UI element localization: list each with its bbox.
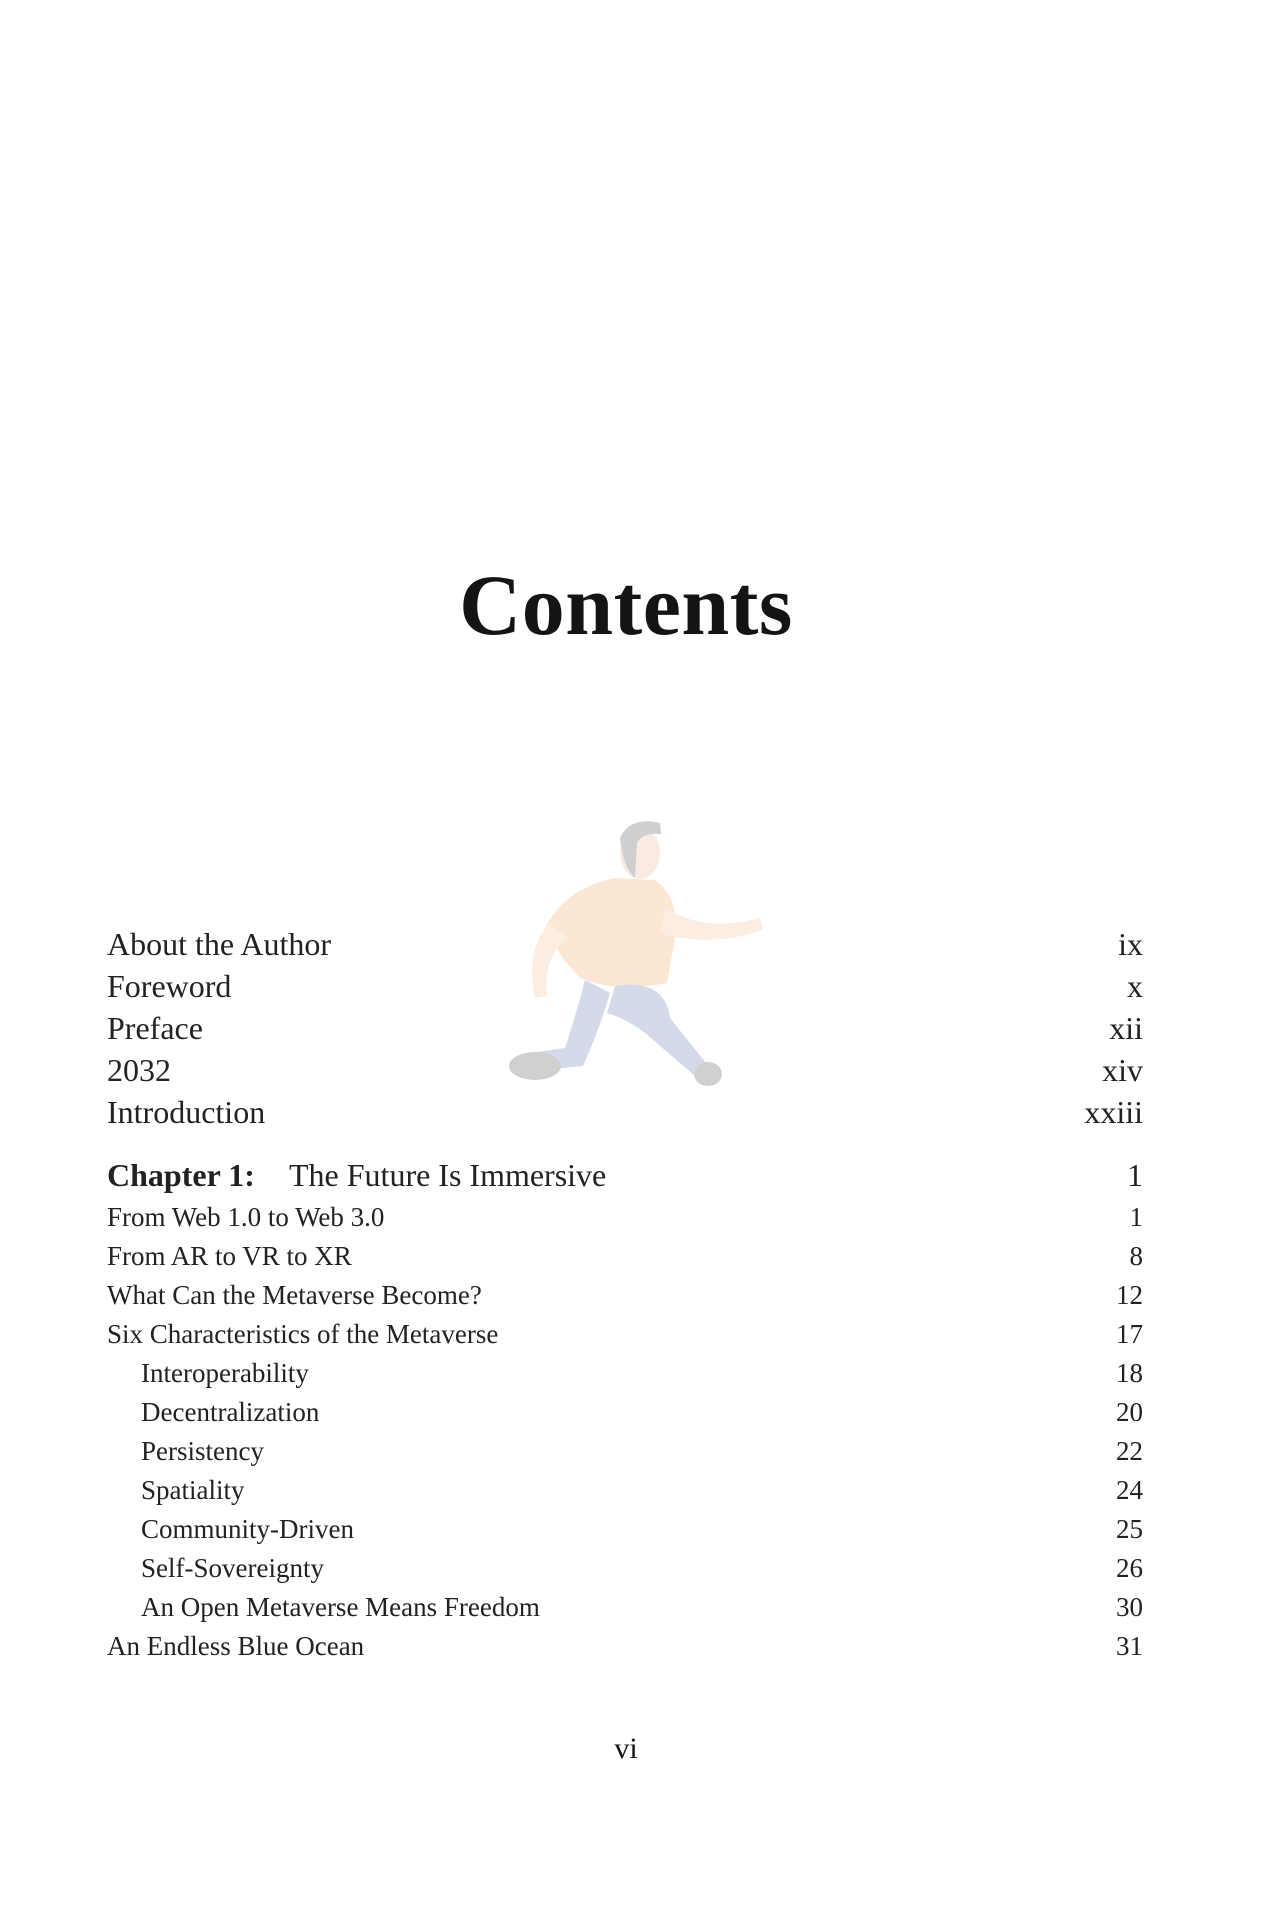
toc-entry-label: From Web 1.0 to Web 3.0 [107, 1202, 385, 1232]
toc-section[interactable] [107, 1319, 1143, 1350]
page-title: Contents [459, 557, 793, 653]
toc-entry-page: 12 [1116, 1280, 1143, 1310]
toc-entry-label: Self-Sovereignty [141, 1553, 324, 1583]
toc-entry-label: Persistency [141, 1436, 264, 1466]
toc-entry-label: Six Characteristics of the Metaverse [107, 1319, 499, 1349]
toc-entry-about-author[interactable] [107, 926, 1143, 963]
toc-entry-page: 8 [1129, 1241, 1143, 1271]
toc-entry-page: 25 [1116, 1514, 1143, 1544]
toc-section[interactable] [107, 1202, 1143, 1233]
toc-entry-page: 26 [1116, 1553, 1143, 1583]
toc-subsection[interactable] [107, 1436, 1143, 1467]
toc-entry-label: Decentralization [141, 1397, 320, 1427]
toc-entry-page: xii [1109, 1010, 1143, 1046]
toc-entry-introduction[interactable] [107, 1094, 1143, 1131]
toc-entry-label: Introduction [107, 1094, 266, 1130]
toc-entry-label: About the Author [107, 926, 331, 962]
chapter-title: The Future Is Immersive [289, 1157, 607, 1193]
toc-entry-2032[interactable] [107, 1052, 1143, 1089]
toc-entry-label: 2032 [107, 1052, 171, 1088]
toc-entry-label: Spatiality [141, 1475, 245, 1505]
toc-entry-page: xiv [1102, 1052, 1143, 1088]
toc-chapter-1[interactable] [107, 1157, 1143, 1194]
toc-entry-page: 18 [1116, 1358, 1143, 1388]
toc-entry-page: 30 [1116, 1592, 1143, 1622]
toc-entry-page: 20 [1116, 1397, 1143, 1427]
toc-entry-label: An Endless Blue Ocean [107, 1631, 365, 1661]
toc-section[interactable] [107, 1241, 1143, 1272]
toc-entry-label: What Can the Metaverse Become? [107, 1280, 482, 1310]
toc-entry-page: 24 [1116, 1475, 1143, 1505]
toc-entry-page: xxiii [1084, 1094, 1143, 1130]
toc-section[interactable] [107, 1631, 1143, 1662]
toc-subsection[interactable] [107, 1592, 1143, 1623]
toc-entry-label: From AR to VR to XR [107, 1241, 352, 1271]
toc-entry-page: ix [1118, 926, 1143, 962]
toc-entry-page: 17 [1116, 1319, 1143, 1349]
toc-entry-preface[interactable] [107, 1010, 1143, 1047]
toc-entry-page: 1 [1129, 1202, 1143, 1232]
toc-entry-label: Interoperability [141, 1358, 309, 1388]
toc-entry-label: Community-Driven [141, 1514, 354, 1544]
chapter-number: Chapter 1: [107, 1157, 255, 1193]
toc-entry-page: 22 [1116, 1436, 1143, 1466]
toc-entry-foreword[interactable] [107, 968, 1143, 1005]
toc-subsection[interactable] [107, 1553, 1143, 1584]
toc-entry-page: x [1127, 968, 1143, 1004]
toc-entry-page: 1 [1127, 1157, 1143, 1193]
toc-subsection[interactable] [107, 1514, 1143, 1545]
toc-chapter-label [107, 1157, 606, 1194]
page-number: vi [614, 1732, 638, 1765]
toc-subsection[interactable] [107, 1475, 1143, 1506]
toc-subsection[interactable] [107, 1358, 1143, 1389]
toc-entry-label: Foreword [107, 968, 232, 1004]
toc-entry-label: Preface [107, 1010, 203, 1046]
toc-entry-page: 31 [1116, 1631, 1143, 1661]
toc-subsection[interactable] [107, 1397, 1143, 1428]
toc-entry-label: An Open Metaverse Means Freedom [141, 1592, 540, 1622]
toc-section[interactable] [107, 1280, 1143, 1311]
